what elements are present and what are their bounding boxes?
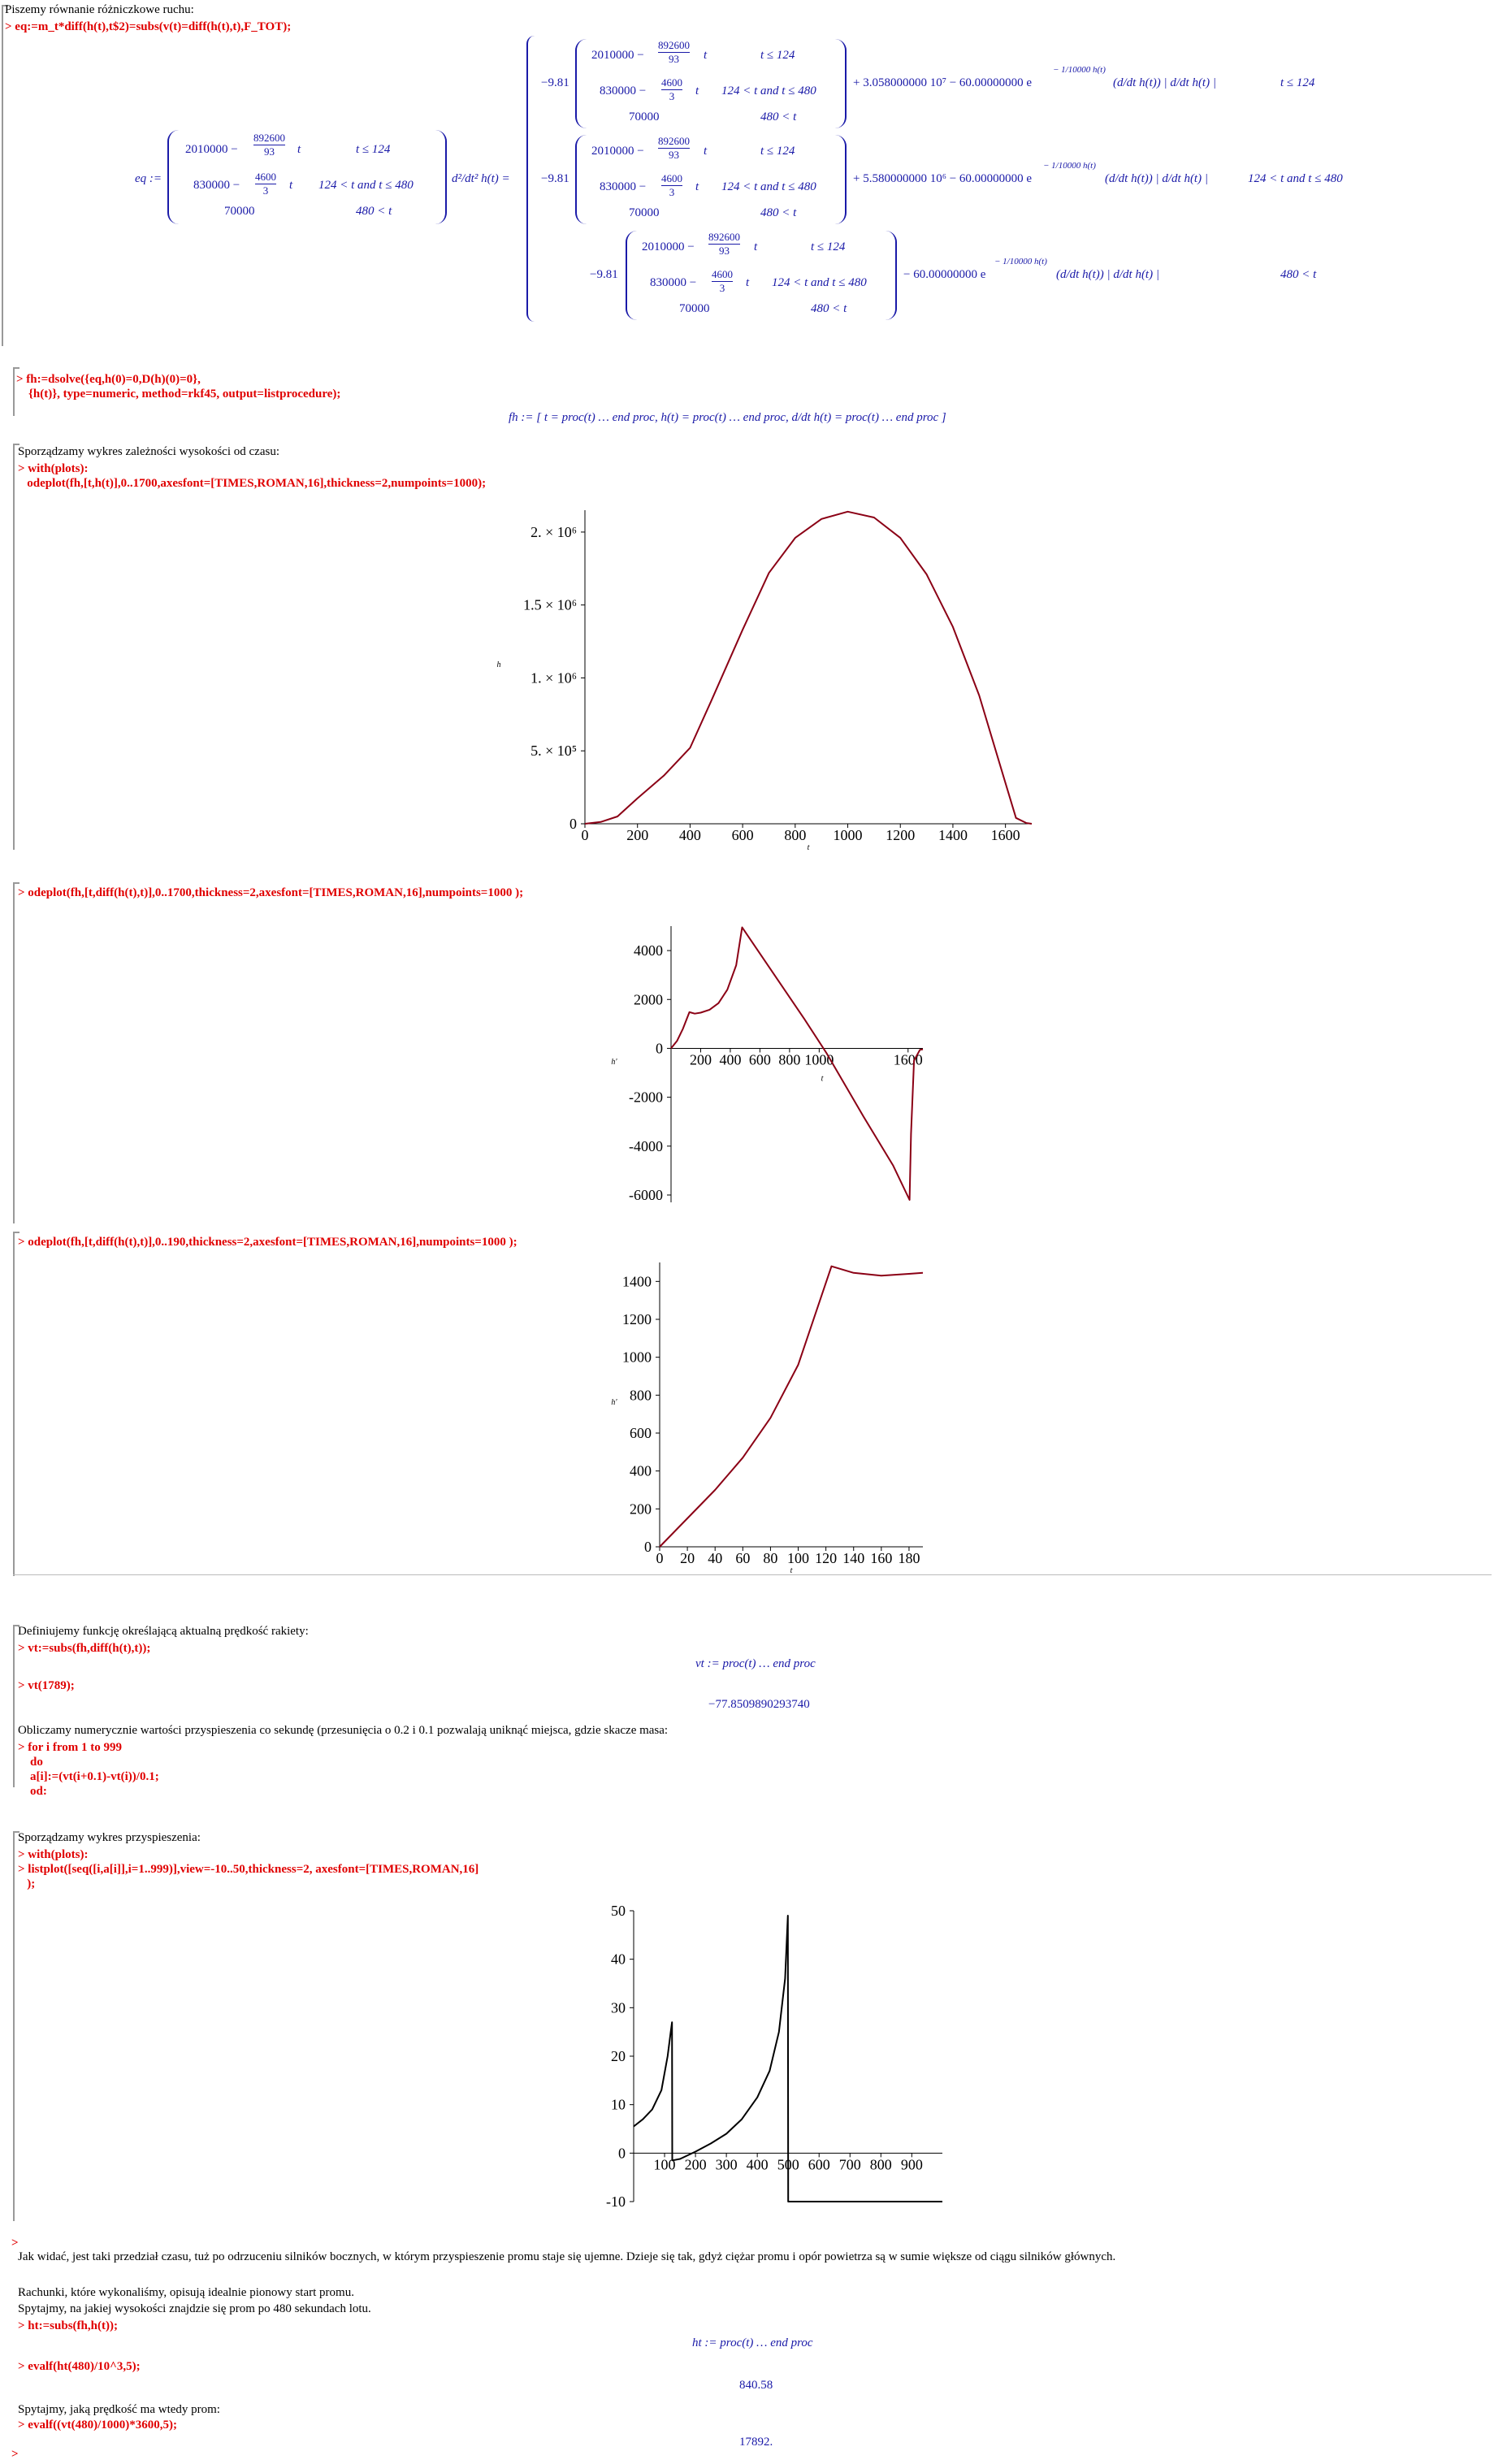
y-tick-label: 1000	[622, 1349, 652, 1366]
lhs-var2: t	[289, 179, 293, 192]
cmd-odeplot-v1[interactable]: > odeplot(fh,[t,diff(h(t),t)],0..1700,thickness=2,axesfont=[TIMES,ROMAN,16],numpoints=1000 );	[18, 886, 524, 899]
x-tick-label: 400	[719, 1051, 742, 1068]
rhs1-exp: − 1/10000 h(t)	[1053, 65, 1106, 75]
rhs3-cond2: 124 < t and t ≤ 480	[772, 276, 867, 289]
y-tick-label: 200	[630, 1500, 652, 1518]
y-tick-label: 2000	[634, 991, 663, 1008]
y-axis-label: h	[496, 660, 501, 669]
y-tick-label: 0	[644, 1539, 652, 1555]
rhs3-p1: 2010000 −	[642, 240, 695, 253]
x-tick-label: 100	[787, 1550, 810, 1566]
chart-height	[487, 494, 1056, 856]
prompt[interactable]: >	[11, 2237, 19, 2250]
cmd-listplot[interactable]: > listplot([seq([i,a[i]],i=1..999)],view=-10..50,thickness=2, axesfont=[TIMES,ROMAN,16]	[18, 1863, 479, 1876]
y-tick-label: 0	[618, 2145, 626, 2162]
lhs-piece3: 70000	[224, 205, 255, 218]
x-tick-label: 20	[680, 1550, 695, 1566]
lhs-cond2: 124 < t and t ≤ 480	[318, 179, 414, 192]
rhs1-p2: 830000 −	[600, 84, 647, 97]
cmd-listplot-end[interactable]: );	[18, 1877, 36, 1890]
y-tick-label: 1400	[622, 1273, 652, 1290]
y-tick-label: 1. × 10⁶	[530, 669, 577, 686]
conclusion-text: Jak widać, jest taki przedział czasu, tuż po odrzuceniu silników bocznych, w którym przyspieszenie promu staje się ujemne. Dzieje się tak, gdyż ciężar promu i opór powietrza są w sumie większe od ciągu silników głównych.	[18, 2250, 1116, 2263]
lhs-cond3: 480 < t	[356, 205, 392, 218]
x-tick-label: 1600	[893, 1051, 923, 1068]
rhs3-cond1: t ≤ 124	[811, 240, 846, 253]
x-tick-label: 0	[581, 827, 589, 843]
lhs-deriv: d²/dt² h(t) =	[452, 172, 510, 185]
x-axis-label: t	[821, 1074, 824, 1084]
x-axis-label: t	[807, 843, 810, 852]
y-tick-label: 1200	[622, 1311, 652, 1327]
section-bracket	[13, 1625, 15, 1787]
y-tick-label: -4000	[629, 1137, 663, 1154]
rhs2-var2: t	[695, 180, 699, 193]
x-tick-label: 400	[678, 827, 701, 843]
divider	[13, 1574, 1492, 1575]
x-tick-label: 300	[715, 2156, 738, 2173]
chart-velocity-zoom	[598, 1251, 947, 1579]
rhs3-p2: 830000 −	[650, 276, 697, 289]
x-tick-label: 600	[808, 2156, 830, 2173]
lhs-piece1: 2010000 −	[185, 143, 238, 156]
x-tick-label: 600	[748, 1051, 771, 1068]
rhs1-const: + 3.058000000 10⁷ − 60.00000000 e	[853, 76, 1033, 89]
x-tick-label: 180	[898, 1550, 920, 1566]
cmd-odeplot-v2[interactable]: > odeplot(fh,[t,diff(h(t),t)],0..190,thickness=2,axesfont=[TIMES,ROMAN,16],numpoints=1000 );	[18, 1236, 517, 1249]
rhs1-var1: t	[704, 49, 708, 62]
cmd-loop[interactable]: > for i from 1 to 999 do a[i]:=(vt(i+0.1)-vt(i))/0.1; od:	[18, 1741, 159, 1798]
cmd-dsolve-2[interactable]: {h(t)}, type=numeric, method=rkf45, output=listprocedure);	[16, 388, 341, 401]
text-question-velocity: Spytajmy, jaką prędkość ma wtedy prom:	[18, 2403, 220, 2416]
lhs-cond1: t ≤ 124	[356, 143, 391, 156]
cmd-dsolve-1[interactable]: > fh:=dsolve({eq,h(0)=0,D(h)(0)=0},	[16, 373, 201, 386]
cmd-vt[interactable]: > vt:=subs(fh,diff(h(t),t));	[18, 1642, 151, 1655]
rhs3-p3: 70000	[679, 302, 710, 315]
series-line	[585, 512, 1032, 824]
y-tick-label: -6000	[629, 1186, 663, 1203]
rhs3-cond: 480 < t	[1280, 268, 1317, 281]
rhs3-drag: (d/dt h(t)) | d/dt h(t) |	[1056, 268, 1159, 281]
chart-acceleration	[585, 1901, 967, 2218]
rhs1-drag: (d/dt h(t)) | d/dt h(t) |	[1113, 76, 1216, 89]
y-axis-label: h'	[611, 1058, 617, 1067]
cmd-evalf-vt[interactable]: > evalf((vt(480)/1000)*3600,5);	[18, 2419, 177, 2432]
y-tick-label: -10	[606, 2193, 626, 2210]
y-tick-label: 400	[630, 1462, 652, 1479]
y-tick-label: 50	[611, 1903, 626, 1919]
x-tick-label: 1400	[938, 827, 968, 843]
y-tick-label: 1.5 × 10⁶	[523, 596, 577, 613]
cmd-withplots[interactable]: > with(plots):	[18, 462, 89, 475]
y-tick-label: 30	[611, 1999, 626, 2016]
lhs-frac2: 4600 3	[255, 171, 276, 197]
comment-equation: Piszemy równanie różniczkowe ruchu:	[5, 3, 194, 16]
rhs3-var2: t	[746, 276, 750, 289]
x-tick-label: 1000	[804, 1051, 834, 1068]
rhs3-const: − 60.00000000 e	[903, 268, 986, 281]
x-tick-label: 1200	[886, 827, 916, 843]
rhs2-var1: t	[704, 145, 708, 158]
rhs2-exp: − 1/10000 h(t)	[1043, 161, 1096, 171]
x-tick-label: 100	[653, 2156, 676, 2173]
x-tick-label: 80	[763, 1550, 778, 1566]
y-tick-label: -2000	[629, 1089, 663, 1106]
cmd-odeplot-h[interactable]: odeplot(fh,[t,h(t)],0..1700,axesfont=[TIMES,ROMAN,16],thickness=2,numpoints=1000);	[18, 477, 487, 490]
section-bracket	[13, 1232, 15, 1576]
rhs-brace	[526, 36, 538, 322]
x-tick-label: 200	[689, 1051, 712, 1068]
prompt-end[interactable]: >	[11, 2448, 19, 2461]
rhs2-cond1: t ≤ 124	[760, 145, 795, 158]
y-tick-label: 600	[630, 1425, 652, 1441]
rhs2-frac2: 4600 3	[661, 172, 682, 198]
x-tick-label: 500	[777, 2156, 799, 2173]
rhs1-var2: t	[695, 84, 699, 97]
lhs-var1: t	[297, 143, 301, 156]
y-tick-label: 5. × 10⁵	[530, 743, 577, 760]
rhs1-g: −9.81	[541, 76, 569, 89]
vt-output: vt := proc(t) … end proc	[695, 1657, 816, 1670]
rhs2-p3: 70000	[629, 206, 660, 219]
x-tick-label: 1600	[990, 827, 1020, 843]
rhs1-cond3: 480 < t	[760, 110, 797, 123]
eq-lhs: eq :=	[135, 172, 162, 185]
cmd-evalf-ht[interactable]: > evalf(ht(480)/10^3,5);	[18, 2360, 141, 2373]
x-tick-label: 800	[869, 2156, 892, 2173]
rhs1-frac2: 4600 3	[661, 76, 682, 102]
evalf-vt-output: 17892.	[739, 2436, 773, 2449]
rhs2-p2: 830000 −	[600, 180, 647, 193]
cmd-eq[interactable]: > eq:=m_t*diff(h(t),t$2)=subs(v(t)=diff(h(t),t),F_TOT);	[5, 20, 292, 33]
chart-velocity	[598, 902, 947, 1227]
x-tick-label: 40	[708, 1550, 723, 1566]
rhs2-p1: 2010000 −	[591, 145, 644, 158]
x-tick-label: 900	[900, 2156, 923, 2173]
rhs3-exp: − 1/10000 h(t)	[994, 257, 1047, 266]
rhs2-cond: 124 < t and t ≤ 480	[1248, 172, 1343, 185]
x-tick-label: 400	[746, 2156, 769, 2173]
rhs2-cond3: 480 < t	[760, 206, 797, 219]
comment-height-plot: Sporządzamy wykres zależności wysokości od czasu:	[18, 445, 279, 458]
section-bracket	[2, 5, 3, 346]
x-tick-label: 160	[870, 1550, 893, 1566]
y-tick-label: 4000	[634, 942, 663, 959]
rhs2-const: + 5.580000000 10⁶ − 60.00000000 e	[853, 172, 1033, 185]
x-tick-label: 200	[684, 2156, 707, 2173]
x-tick-label: 60	[735, 1550, 751, 1566]
y-tick-label: 0	[656, 1040, 663, 1057]
text-question-height: Spytajmy, na jakiej wysokości znajdzie się prom po 480 sekundach lotu.	[18, 2302, 371, 2315]
rhs3-frac2: 4600 3	[712, 268, 733, 294]
rhs1-cond1: t ≤ 124	[760, 49, 795, 62]
evalf-ht-output: 840.58	[739, 2379, 773, 2392]
ht-output: ht := proc(t) … end proc	[692, 2336, 813, 2349]
rhs2-cond2: 124 < t and t ≤ 480	[721, 180, 816, 193]
y-tick-label: 2. × 10⁶	[530, 523, 577, 540]
section-bracket	[13, 367, 15, 416]
y-tick-label: 0	[569, 816, 577, 832]
fh-output: fh := [ t = proc(t) … end proc, h(t) = proc(t) … end proc, d/dt h(t) = proc(t) … end proc ]	[509, 411, 946, 424]
comment-acc: Obliczamy numerycznie wartości przyspieszenia co sekundę (przesunięcia o 0.2 i 0.1 pozwalają uniknąć miejsca, gdzie skacze masa:	[18, 1724, 669, 1737]
comment-acc-plot: Sporządzamy wykres przyspieszenia:	[18, 1831, 201, 1844]
cmd-withplots-2[interactable]: > with(plots):	[18, 1848, 89, 1861]
x-tick-label: 0	[656, 1550, 664, 1566]
y-tick-label: 10	[611, 2096, 626, 2113]
lhs-frac1: 892600 93	[253, 132, 285, 158]
cmd-vt1789[interactable]: > vt(1789);	[18, 1679, 75, 1692]
rhs3-frac1: 892600 93	[708, 231, 740, 257]
y-axis-label: h'	[611, 1398, 617, 1407]
x-tick-label: 140	[842, 1550, 865, 1566]
x-tick-label: 800	[784, 827, 807, 843]
x-tick-label: 120	[815, 1550, 838, 1566]
cmd-ht[interactable]: > ht:=subs(fh,h(t));	[18, 2319, 118, 2332]
x-tick-label: 1000	[833, 827, 863, 843]
y-tick-label: 40	[611, 1951, 626, 1968]
rhs1-cond2: 124 < t and t ≤ 480	[721, 84, 816, 97]
rhs1-frac1: 892600 93	[658, 39, 690, 65]
rhs2-drag: (d/dt h(t)) | d/dt h(t) |	[1105, 172, 1208, 185]
vt1789-output: −77.8509890293740	[708, 1698, 810, 1711]
rhs3-var1: t	[754, 240, 758, 253]
text-vertical: Rachunki, które wykonaliśmy, opisują idealnie pionowy start promu.	[18, 2286, 354, 2299]
y-tick-label: 800	[630, 1387, 652, 1404]
rhs2-g: −9.81	[541, 172, 569, 185]
x-tick-label: 600	[731, 827, 754, 843]
series-line	[634, 1916, 942, 2202]
y-tick-label: 20	[611, 2048, 626, 2064]
rhs1-p3: 70000	[629, 110, 660, 123]
section-bracket	[13, 1831, 15, 2221]
section-bracket	[13, 882, 15, 1223]
rhs1-cond: t ≤ 124	[1280, 76, 1315, 89]
series-line	[660, 1267, 923, 1547]
rhs3-g: −9.81	[590, 268, 618, 281]
rhs3-cond3: 480 < t	[811, 302, 847, 315]
rhs2-frac1: 892600 93	[658, 135, 690, 161]
section-bracket	[13, 444, 15, 850]
x-tick-label: 800	[778, 1051, 801, 1068]
comment-vt: Definiujemy funkcję określającą aktualną prędkość rakiety:	[18, 1625, 309, 1638]
x-tick-label: 700	[838, 2156, 861, 2173]
x-axis-label: t	[790, 1566, 793, 1575]
lhs-piece2: 830000 −	[193, 179, 240, 192]
rhs1-p1: 2010000 −	[591, 49, 644, 62]
x-tick-label: 200	[626, 827, 649, 843]
